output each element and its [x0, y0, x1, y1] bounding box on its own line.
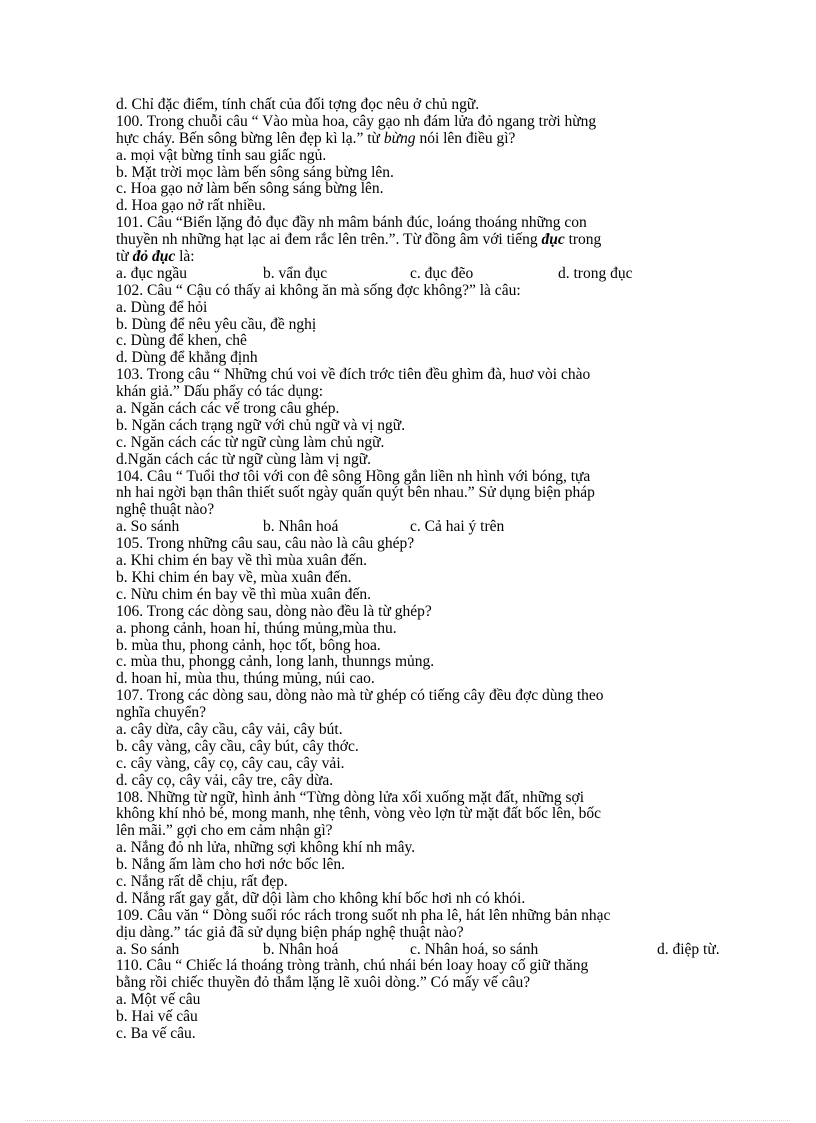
text-line: nh hai ngời bạn thân thiết suốt ngày quấn quýt bên nhau.” Sử dụng biện pháp: [116, 484, 595, 502]
text-line: a. Nắng đỏ nh lửa, những sợi không khí nh mây.: [116, 839, 416, 857]
text-line: a. Dùng để hỏi: [116, 298, 208, 316]
text-line: khán giả.” Dấu phẩy có tác dụng:: [116, 383, 324, 401]
answer-option: d. Hoa gạo nở rất nhiều.: [116, 197, 266, 215]
text-line: c. Ngăn cách các từ ngữ cùng làm chủ ngữ.: [116, 433, 385, 451]
answer-option: a. đục ngầu: [116, 264, 188, 282]
page-bottom-divider: [25, 1120, 790, 1121]
text-line: 106. Trong các dòng sau, dòng nào đều là từ ghép?: [116, 602, 432, 620]
text-line: không khí nhỏ bé, mong manh, nhẹ tênh, vòng vèo lợn từ mặt đất bốc lên, bốc: [116, 805, 601, 823]
text-line: b. Nắng ấm làm cho hơi nớc bốc lên.: [116, 856, 346, 874]
answer-option: a. So sánh: [116, 940, 180, 958]
answer-option: b. Nhân hoá: [263, 518, 339, 536]
text-line: dịu dàng.” tác giả đã sử dụng biện pháp nghệ thuật nào?: [116, 923, 464, 941]
text-line: b. Hai vế câu: [116, 1008, 198, 1026]
text-line: d. cây cọ, cây vải, cây tre, cây dừa.: [116, 771, 334, 789]
text-line: d. Nắng rất gay gắt, dữ dội làm cho không khí bốc hơi nh có khói.: [116, 889, 526, 907]
text-line: b. Khi chim én bay về, mùa xuân đến.: [116, 568, 352, 586]
text-line: d.Ngăn cách các từ ngữ cùng làm vị ngữ.: [116, 450, 372, 468]
answer-option: c. Nhân hoá, so sánh: [410, 940, 539, 958]
text-segment: hực cháy. Bến sông bừng lên đẹp kì lạ.” từ: [116, 129, 384, 147]
text-line: a. Ngăn cách các vế trong câu ghép.: [116, 400, 340, 418]
text-line: a. Một vế câu: [116, 991, 201, 1009]
text-line: b. Dùng để nêu yêu cầu, đề nghị: [116, 315, 317, 333]
question-100-stem: 100. Trong chuỗi câu “ Vào mùa hoa, cây gạo nh đám lửa đỏ ngang trời hừng: [116, 112, 597, 130]
text-segment: từ: [116, 248, 133, 266]
text-line: a. phong cảnh, hoan hỉ, thúng mủng,mùa thu.: [116, 619, 397, 637]
answer-option: c. Cả hai ý trên: [410, 518, 505, 536]
text-line: d. Chỉ đặc điểm, tính chất của đối tợng đọc nêu ở chủ ngữ.: [116, 96, 480, 113]
text-segment: là:: [175, 248, 195, 266]
text-line: nghệ thuật nào?: [116, 501, 215, 519]
text-line: b. Ngăn cách trạng ngữ với chủ ngữ và vị ngữ.: [116, 416, 406, 434]
bold-word: đục: [541, 231, 565, 249]
text-line: 110. Câu “ Chiếc lá thoáng tròng trành, chú nhái bén loay hoay cố giữ thăng: [116, 957, 589, 975]
text-line: d. hoan hỉ, mùa thu, thúng mủng, núi cao.: [116, 670, 375, 688]
question-101-stem: 101. Câu “Biển lặng đỏ đục đầy nh mâm bánh đúc, loáng thoáng những con: [116, 214, 587, 232]
text-segment: thuyền nh những hạt lạc ai đem rắc lên trên.”. Từ đồng âm với tiếng: [116, 231, 542, 249]
text-line: 108. Những từ ngữ, hình ảnh “Từng dòng lửa xối xuống mặt đất, những sợi: [116, 788, 585, 806]
italic-word: bừng: [383, 129, 416, 147]
text-line: 103. Trong câu “ Những chú voi về đích trớc tiên đều ghìm đà, huơ vòi chào: [116, 366, 591, 384]
text-line: lên mãi.” gợi cho em cảm nhận gì?: [116, 822, 333, 840]
text-line: c. Nừu chim én bay về thì mùa xuân đến.: [116, 585, 372, 603]
answer-option: b. vẩn đục: [263, 264, 328, 282]
question-101-stem: [116, 249, 746, 266]
question-list: [116, 97, 746, 1043]
question-101-stem: [116, 232, 746, 249]
answer-option: a. So sánh: [116, 518, 180, 536]
answer-option: a. mọi vật bừng tỉnh sau giấc ngủ.: [116, 146, 327, 164]
text-line: c. Dùng để khen, chê: [116, 332, 247, 350]
answer-option: b. Mặt trời mọc làm bến sông sáng bừng lên.: [116, 163, 394, 181]
text-segment: nói lên điều gì?: [415, 129, 516, 147]
text-line: 107. Trong các dòng sau, dòng nào mà từ ghép có tiếng cây đều đợc dùng theo: [116, 687, 604, 705]
answer-option: c. đục đẽo: [410, 264, 474, 282]
text-line: c. cây vàng, cây cọ, cây cau, cây vải.: [116, 754, 345, 772]
text-line: c. mùa thu, phongg cảnh, long lanh, thunngs mủng.: [116, 653, 435, 671]
answer-option: c. Hoa gạo nở làm bến sông sáng bừng lên.: [116, 180, 384, 198]
text-line: c. Ba vế câu.: [116, 1024, 196, 1042]
text-segment: trong: [564, 231, 602, 249]
text-line: 109. Câu văn “ Dòng suối róc rách trong suốt nh pha lê, hát lên những bản nhạc: [116, 906, 611, 924]
text-line: c. Nắng rất dễ chịu, rất đẹp.: [116, 872, 288, 890]
answer-option: d. trong đục: [558, 264, 633, 282]
text-line: a. cây dừa, cây cầu, cây vải, cây bút.: [116, 720, 343, 738]
answer-option: b. Nhân hoá: [263, 940, 339, 958]
answer-options-row: [116, 942, 746, 959]
answer-options-row: [116, 519, 746, 536]
bold-word: đỏ đục: [132, 248, 176, 266]
text-line: b. mùa thu, phong cảnh, học tốt, bông hoa.: [116, 636, 381, 654]
answer-options-row: [116, 266, 746, 283]
text-line: d. Dùng để khẳng định: [116, 349, 258, 367]
question-100-stem: [116, 131, 746, 148]
answer-option: d. điệp từ.: [657, 940, 720, 958]
text-line: 102. Câu “ Cậu có thấy ai không ăn mà sống đợc không?” là câu:: [116, 281, 521, 299]
text-line: 105. Trong những câu sau, câu nào là câu ghép?: [116, 535, 415, 553]
text-line: a. Khi chim én bay về thì mùa xuân đến.: [116, 552, 367, 570]
text-line: b. cây vàng, cây cầu, cây bút, cây thớc.: [116, 737, 359, 755]
text-line: bằng rồi chiếc thuyền đỏ thắm lặng lẽ xuôi dòng.” Có mấy vế câu?: [116, 974, 531, 992]
text-line: nghĩa chuyển?: [116, 704, 206, 722]
text-line: 104. Câu “ Tuổi thơ tôi với con đê sông Hồng gắn liền nh hình với bóng, tựa: [116, 467, 591, 485]
